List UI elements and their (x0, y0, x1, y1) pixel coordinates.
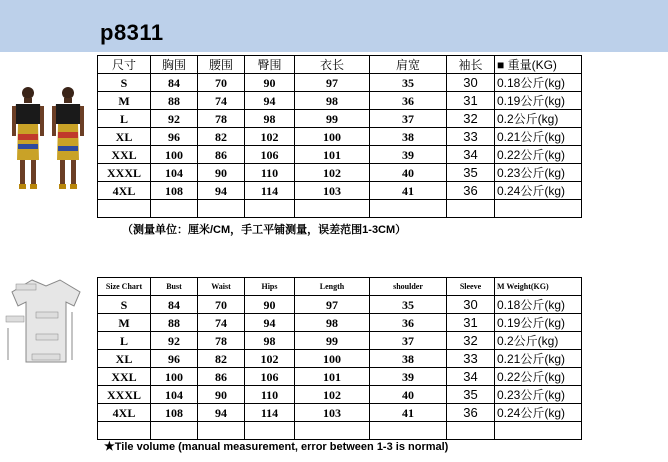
cell-length: 101 (295, 368, 370, 386)
cell-sleeve: 31 (447, 314, 495, 332)
cell-sleeve: 36 (447, 182, 495, 200)
table-row (98, 128, 582, 146)
cell-sleeve: 33 (447, 350, 495, 368)
measurement-note-en (104, 439, 448, 453)
cell-shoulder: 38 (370, 350, 447, 368)
cell-size: XXL (98, 368, 151, 386)
cell-bust: 108 (151, 182, 198, 200)
cell-weight: 0.18公斤(kg) (495, 74, 582, 92)
cell-empty (198, 422, 245, 440)
cell-weight: 0.2公斤(kg) (495, 332, 582, 350)
cell-sleeve: 34 (447, 368, 495, 386)
cell-empty (151, 422, 198, 440)
header-hips: 臀围 (245, 56, 295, 74)
cell-bust: 100 (151, 146, 198, 164)
table-row (98, 74, 582, 92)
cell-length: 103 (295, 404, 370, 422)
header-length: Length (295, 278, 370, 296)
cell-bust: 92 (151, 332, 198, 350)
cell-weight: 0.22公斤(kg) (495, 146, 582, 164)
cell-empty (495, 200, 582, 218)
cell-waist: 78 (198, 332, 245, 350)
star-icon: ★ (104, 439, 115, 453)
cell-size: XXL (98, 146, 151, 164)
header-bust: Bust (151, 278, 198, 296)
cell-size: XXXL (98, 164, 151, 182)
cell-weight: 0.23公斤(kg) (495, 386, 582, 404)
cell-hips: 110 (245, 164, 295, 182)
header-waist: 腰围 (198, 56, 245, 74)
cell-hips: 94 (245, 92, 295, 110)
header-size: 尺寸 (98, 56, 151, 74)
cell-bust: 100 (151, 368, 198, 386)
header-weight-label: 重量(KG) (507, 57, 557, 72)
cell-empty (370, 200, 447, 218)
cell-weight: 0.19公斤(kg) (495, 314, 582, 332)
cell-shoulder: 36 (370, 92, 447, 110)
cell-hips: 110 (245, 386, 295, 404)
cell-size: L (98, 110, 151, 128)
table-row (98, 386, 582, 404)
cell-waist: 86 (198, 146, 245, 164)
cell-length: 102 (295, 386, 370, 404)
cell-empty (198, 200, 245, 218)
cell-size: XL (98, 350, 151, 368)
cell-weight: 0.24公斤(kg) (495, 404, 582, 422)
cell-waist: 94 (198, 182, 245, 200)
cell-shoulder: 39 (370, 368, 447, 386)
model-photo-side (48, 84, 88, 194)
product-code: p8311 (100, 20, 164, 45)
cell-bust: 88 (151, 314, 198, 332)
header-sleeve: Sleeve (447, 278, 495, 296)
cell-waist: 94 (198, 404, 245, 422)
cell-bust: 104 (151, 164, 198, 182)
cell-hips: 106 (245, 146, 295, 164)
cell-hips: 106 (245, 368, 295, 386)
cell-weight: 0.24公斤(kg) (495, 182, 582, 200)
cell-empty (98, 200, 151, 218)
cell-waist: 86 (198, 368, 245, 386)
cell-length: 100 (295, 128, 370, 146)
cell-bust: 88 (151, 92, 198, 110)
cell-bust: 84 (151, 296, 198, 314)
cell-bust: 84 (151, 74, 198, 92)
cell-hips: 90 (245, 74, 295, 92)
cell-bust: 92 (151, 110, 198, 128)
cell-hips: 94 (245, 314, 295, 332)
cell-sleeve: 34 (447, 146, 495, 164)
cell-empty (245, 200, 295, 218)
cell-sleeve: 36 (447, 404, 495, 422)
cell-size: L (98, 332, 151, 350)
cell-weight: 0.21公斤(kg) (495, 128, 582, 146)
cell-bust: 104 (151, 386, 198, 404)
header-hips: Hips (245, 278, 295, 296)
cell-size: 4XL (98, 404, 151, 422)
cell-weight: 0.23公斤(kg) (495, 164, 582, 182)
table-row (98, 92, 582, 110)
cell-size: 4XL (98, 182, 151, 200)
cell-empty (151, 200, 198, 218)
cell-weight: 0.22公斤(kg) (495, 368, 582, 386)
cell-shoulder: 40 (370, 386, 447, 404)
header-length: 衣长 (295, 56, 370, 74)
header-weight (495, 56, 582, 74)
header-weight: M Weight(KG) (495, 278, 582, 296)
header-bust: 胸围 (151, 56, 198, 74)
cell-sleeve: 33 (447, 128, 495, 146)
cell-hips: 102 (245, 350, 295, 368)
cell-size: M (98, 92, 151, 110)
cell-waist: 82 (198, 350, 245, 368)
cell-shoulder: 35 (370, 296, 447, 314)
cell-bust: 108 (151, 404, 198, 422)
table-row (98, 296, 582, 314)
table-row (98, 332, 582, 350)
cell-shoulder: 39 (370, 146, 447, 164)
cell-length: 97 (295, 74, 370, 92)
cell-hips: 90 (245, 296, 295, 314)
cell-sleeve: 32 (447, 332, 495, 350)
table-row-empty (98, 200, 582, 218)
measurement-note-en-text: Tile volume (manual measurement, error between 1-3 is normal) (114, 441, 449, 453)
table-row (98, 404, 582, 422)
cell-waist: 82 (198, 128, 245, 146)
cell-bust: 96 (151, 350, 198, 368)
cell-empty (295, 200, 370, 218)
cell-sleeve: 35 (447, 164, 495, 182)
size-table-en (97, 277, 582, 440)
cell-weight: 0.18公斤(kg) (495, 296, 582, 314)
cell-length: 101 (295, 146, 370, 164)
cell-size: S (98, 74, 151, 92)
cell-empty (495, 422, 582, 440)
table-row (98, 182, 582, 200)
table-row (98, 146, 582, 164)
cell-waist: 74 (198, 92, 245, 110)
cell-shoulder: 41 (370, 404, 447, 422)
cell-weight: 0.19公斤(kg) (495, 92, 582, 110)
cell-hips: 114 (245, 182, 295, 200)
cell-length: 102 (295, 164, 370, 182)
header-shoulder: 肩宽 (370, 56, 447, 74)
table-row (98, 110, 582, 128)
size-table-cn (97, 55, 582, 218)
cell-shoulder: 38 (370, 128, 447, 146)
cell-waist: 90 (198, 164, 245, 182)
header-sleeve: 袖长 (447, 56, 495, 74)
cell-weight: 0.21公斤(kg) (495, 350, 582, 368)
cell-length: 103 (295, 182, 370, 200)
cell-sleeve: 31 (447, 92, 495, 110)
cell-hips: 114 (245, 404, 295, 422)
cell-shoulder: 37 (370, 110, 447, 128)
cell-length: 97 (295, 296, 370, 314)
square-icon: ■ (497, 57, 505, 72)
cell-sleeve: 30 (447, 296, 495, 314)
measurement-note-cn: （测量单位：厘米/CM，手工平铺测量，误差范围1-3CM） (122, 224, 407, 236)
table-row (98, 164, 582, 182)
cell-waist: 70 (198, 296, 245, 314)
cell-length: 98 (295, 314, 370, 332)
header-shoulder: shoulder (370, 278, 447, 296)
cell-length: 100 (295, 350, 370, 368)
cell-hips: 98 (245, 110, 295, 128)
cell-waist: 70 (198, 74, 245, 92)
table-header-row (98, 278, 582, 296)
cell-sleeve: 32 (447, 110, 495, 128)
cell-empty (447, 200, 495, 218)
cell-empty (98, 422, 151, 440)
table-row-empty (98, 422, 582, 440)
cell-length: 99 (295, 110, 370, 128)
cell-length: 99 (295, 332, 370, 350)
cell-bust: 96 (151, 128, 198, 146)
cell-weight: 0.2公斤(kg) (495, 110, 582, 128)
cell-empty (370, 422, 447, 440)
garment-diagram (2, 276, 92, 368)
cell-shoulder: 37 (370, 332, 447, 350)
header-waist: Waist (198, 278, 245, 296)
table-row (98, 350, 582, 368)
cell-empty (295, 422, 370, 440)
cell-size: XL (98, 128, 151, 146)
cell-size: S (98, 296, 151, 314)
cell-shoulder: 40 (370, 164, 447, 182)
table-row (98, 368, 582, 386)
cell-sleeve: 30 (447, 74, 495, 92)
cell-empty (245, 422, 295, 440)
cell-shoulder: 35 (370, 74, 447, 92)
model-photo-front (8, 84, 48, 194)
cell-shoulder: 41 (370, 182, 447, 200)
cell-waist: 90 (198, 386, 245, 404)
header-size: Size Chart (98, 278, 151, 296)
cell-shoulder: 36 (370, 314, 447, 332)
cell-length: 98 (295, 92, 370, 110)
cell-sleeve: 35 (447, 386, 495, 404)
table-row (98, 314, 582, 332)
cell-hips: 98 (245, 332, 295, 350)
cell-waist: 78 (198, 110, 245, 128)
table-header-row (98, 56, 582, 74)
cell-size: XXXL (98, 386, 151, 404)
cell-empty (447, 422, 495, 440)
cell-hips: 102 (245, 128, 295, 146)
cell-size: M (98, 314, 151, 332)
cell-waist: 74 (198, 314, 245, 332)
